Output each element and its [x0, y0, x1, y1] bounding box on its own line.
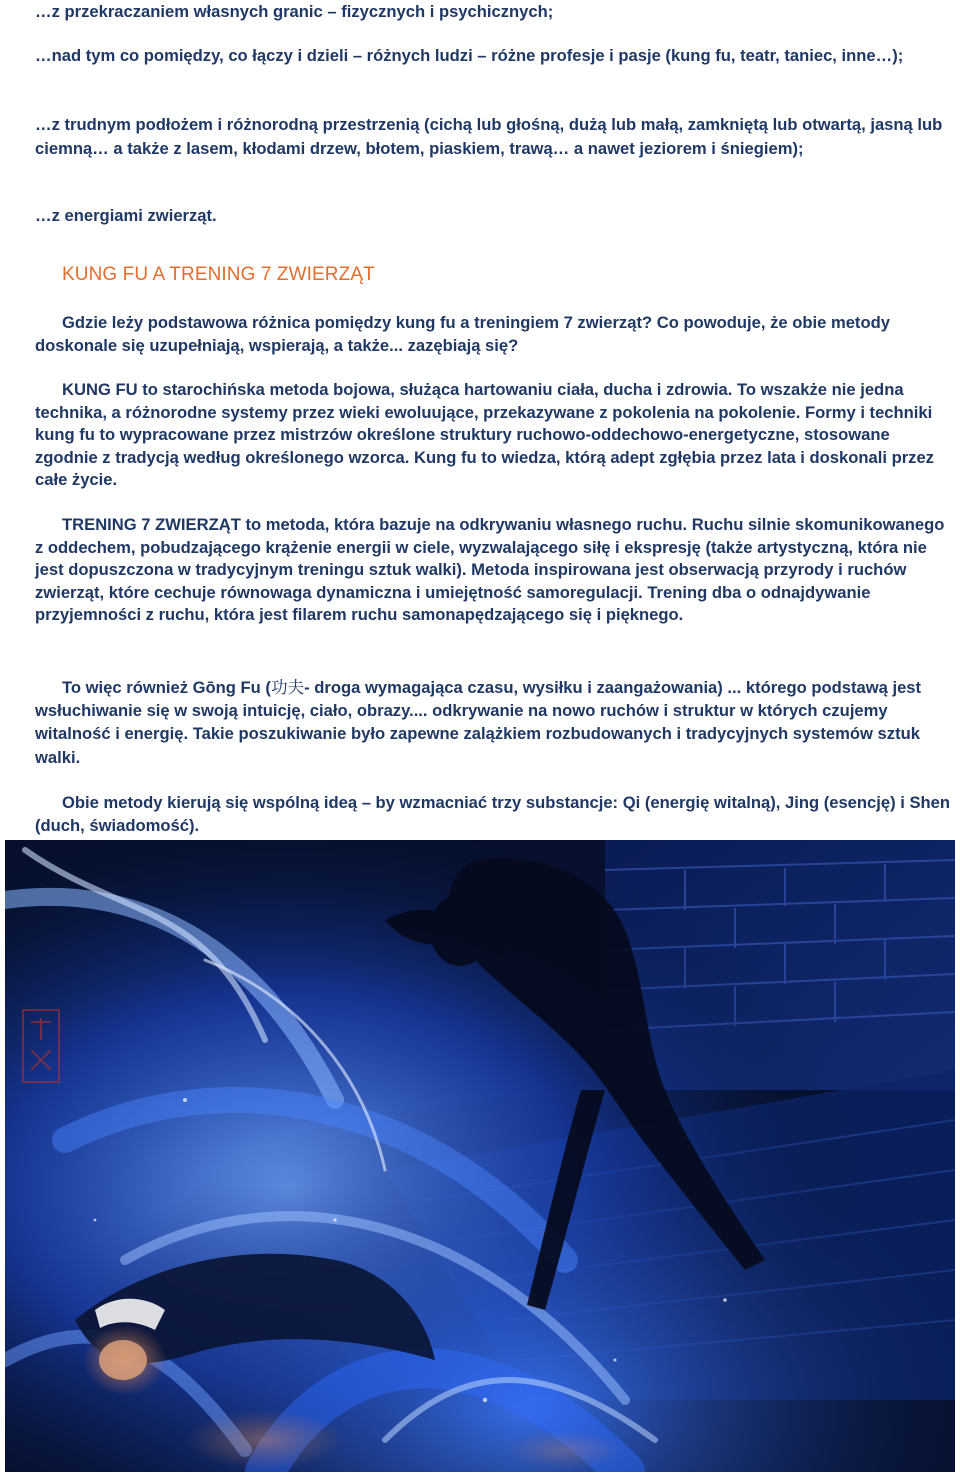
gongfu-chinese-chars: 功夫: [270, 678, 305, 697]
gongfu-after: - droga wymagająca czasu, wysiłku i zaangażowania) ... którego podstawą jest wsłuchiwanie się w swoją intuicję, ciało, obrazy.... odkrywanie na nowo ruchów i struktur w których czujemy witalność i energię. Takie poszukiwanie było zapewne zalążkiem rozbudowanych i tradycyjnych systemów sztuk walki.: [35, 678, 922, 767]
question-paragraph: Gdzie leży podstawowa różnica pomiędzy kung fu a treningiem 7 zwierząt? Co powoduje, że obie metody doskonale się uzupełniają, wspierają, a także... zazębiają się?: [35, 313, 890, 355]
section-heading: KUNG FU A TRENING 7 ZWIERZĄT: [62, 264, 375, 285]
closing-paragraph: Obie metody kierują się wspólną ideą – by wzmacniać trzy substancje: Qi (energię witalną), Jing (esencję) i Shen (duch, świadomość).: [35, 793, 951, 835]
kungfu-paragraph: [35, 379, 953, 492]
intro-line-1: …z przekraczaniem własnych granic – fizycznych i psychicznych;: [35, 2, 554, 21]
gongfu-paragraph: [35, 676, 953, 769]
gongfu-before: To więc również Gōng Fu (: [62, 678, 271, 697]
intro-line-3: …z trudnym podłożem i różnorodną przestrzenią (cichą lub głośną, dużą lub małą, zamkniętą lub otwartą, jasną lub ciemną… a także z lasem, kłodami drzew, błotem, piaskiem, trawą… a nawet jeziorem i śniegiem);: [35, 115, 943, 158]
trening-rest: Ruchu silnie skomunikowanego z oddechem, pobudzającego krążenie energii w ciele, wyzwalającego siłę i ekspresję (także artystyczną, która nie jest dopuszczona w tradycyjnym treningu sztuk walki). Metoda inspirowana jest obserwacją przyrody i ruchów zwierząt, które cechuje równowaga dynamiczna i umiejętność samoregulacji. Trening dba o odnajdywanie przyjemności z ruchu, która jest filarem ruchu samonapędzającego się i pięknego.: [35, 515, 945, 625]
intro-line-2: …nad tym co pomiędzy, co łączy i dzieli – różnych ludzi – różne profesje i pasje (kung fu, teatr, taniec, inne…);: [35, 46, 904, 65]
photo-illustration: [5, 840, 955, 1472]
martial-arts-photo: [5, 840, 955, 1472]
trening-lead: TRENING 7 ZWIERZĄT to metoda, która bazuje na odkrywaniu własnego ruchu.: [62, 515, 688, 534]
kungfu-lead: KUNG FU to starochińska metoda bojowa, służąca hartowaniu ciała, ducha i zdrowia.: [62, 380, 733, 399]
kungfu-rest: To wszakże nie jedna technika, a różnorodne systemy przez wieki ewoluujące, przekazywane z pokolenia na pokolenie. Formy i techniki kung fu to wypracowane przez mistrzów określone struktury ruchowo-oddechowo-energetyczne, stosowane zgodnie z tradycją według określonego wzorca. Kung fu to wiedza, którą adept zgłębia przez lata i doskonali przez całe życie.: [35, 380, 934, 490]
intro-line-4: …z energiami zwierząt.: [35, 206, 217, 225]
trening-paragraph: [35, 514, 953, 627]
